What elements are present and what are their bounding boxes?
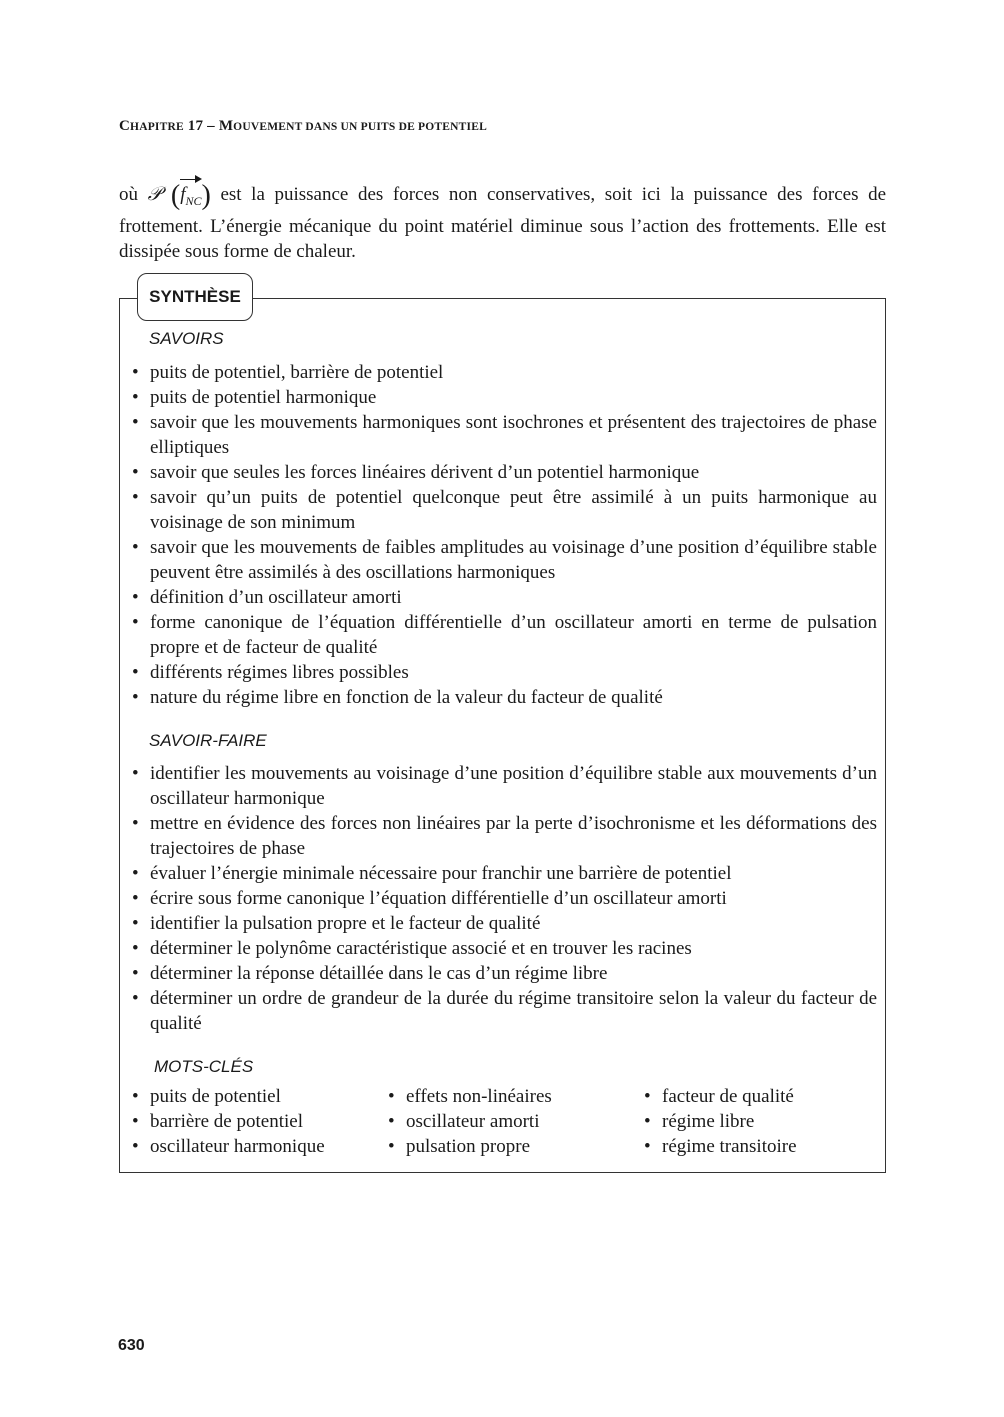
mot-cle-item: • puits de potentiel <box>131 1084 387 1109</box>
header-chapter-number: 17 – <box>187 118 215 134</box>
close-paren: ) <box>201 180 211 211</box>
savoir-faire-item: • identifier la pulsation propre et le facteur de qualité <box>131 911 877 936</box>
savoir-item: • savoir que les mouvements de faibles amplitudes au voisinage d’une position d’équilibre stable peuvent être assimilés à des oscillations harmoniques <box>131 535 877 585</box>
vector-letter: f <box>180 184 186 205</box>
mot-cle-item: • pulsation propre <box>387 1134 643 1159</box>
mots-cles-grid <box>131 1084 877 1159</box>
mot-cle-item: • effets non-linéaires <box>387 1084 643 1109</box>
page-number: 630 <box>118 1337 145 1354</box>
savoir-item: • nature du régime libre en fonction de la valeur du facteur de qualité <box>131 685 877 710</box>
force-vector <box>180 180 201 214</box>
savoir-item: • savoir qu’un puits de potentiel quelconque peut être assimilé à un puits harmonique au voisinage de son minimum <box>131 485 877 535</box>
savoir-faire-item: • mettre en évidence des forces non linéaires par la perte d’isochronisme et les déformations des trajectoires de phase <box>131 811 877 861</box>
savoir-faire-item: • écrire sous forme canonique l’équation différentielle d’un oscillateur amorti <box>131 886 877 911</box>
mots-cles-title: MOTS-CLÉS <box>154 1057 254 1076</box>
intro-lead: où <box>119 184 138 205</box>
intro-text: est la puissance des forces non conservatives, soit ici la puissance des forces de frottement. L’énergie mécanique du point matériel diminue sous l’action des frottements. Elle est dissipée sous forme de chaleur. <box>119 184 887 262</box>
header-chapter-word: HAPITRE <box>130 121 184 133</box>
savoir-faire-item: • déterminer le polynôme caractéristique associé et en trouver les racines <box>131 936 877 961</box>
header-title-rest: OUVEMENT DANS UN PUITS DE POTENTIEL <box>233 121 487 133</box>
savoir-item: • puits de potentiel, barrière de potentiel <box>131 360 877 385</box>
savoir-faire-title: SAVOIR-FAIRE <box>149 731 267 750</box>
vector-subscript: NC <box>185 193 202 208</box>
header-chapter-initial: C <box>119 118 131 134</box>
savoir-item: • forme canonique de l’équation différentielle d’un oscillateur amorti en terme de pulsation propre et de facteur de qualité <box>131 610 877 660</box>
savoirs-title: SAVOIRS <box>149 329 224 348</box>
mot-cle-item: • oscillateur harmonique <box>131 1134 387 1159</box>
savoir-item: • savoir que les mouvements harmoniques sont isochrones et présentent des trajectoires de phase elliptiques <box>131 410 877 460</box>
mot-cle-item: • régime libre <box>643 1109 877 1134</box>
mot-cle-item: • facteur de qualité <box>643 1084 877 1109</box>
savoir-faire-item: • évaluer l’énergie minimale nécessaire pour franchir une barrière de potentiel <box>131 861 877 886</box>
savoir-faire-item: • déterminer un ordre de grandeur de la durée du régime transitoire selon la valeur du facteur de qualité <box>131 986 877 1036</box>
savoir-faire-item: • déterminer la réponse détaillée dans le cas d’un régime libre <box>131 961 877 986</box>
mot-cle-item: • régime transitoire <box>643 1134 877 1159</box>
mot-cle-item: • oscillateur amorti <box>387 1109 643 1134</box>
savoir-faire-item: • identifier les mouvements au voisinage d’une position d’équilibre stable aux mouvements d’un oscillateur harmonique <box>131 761 877 811</box>
savoir-item: • puits de potentiel harmonique <box>131 385 877 410</box>
savoir-item: • définition d’un oscillateur amorti <box>131 585 877 610</box>
intro-paragraph <box>119 180 886 264</box>
power-symbol: 𝒫 <box>147 184 162 205</box>
savoir-item: • différents régimes libres possibles <box>131 660 877 685</box>
savoirs-list <box>131 360 877 710</box>
running-header <box>119 118 487 135</box>
header-title-initial: M <box>218 118 234 134</box>
savoir-faire-list <box>131 761 877 1036</box>
savoir-item: • savoir que seules les forces linéaires dérivent d’un potentiel harmonique <box>131 460 877 485</box>
mot-cle-item: • barrière de potentiel <box>131 1109 387 1134</box>
open-paren: ( <box>170 180 181 211</box>
synthese-badge: SYNTHÈSE <box>137 273 253 321</box>
